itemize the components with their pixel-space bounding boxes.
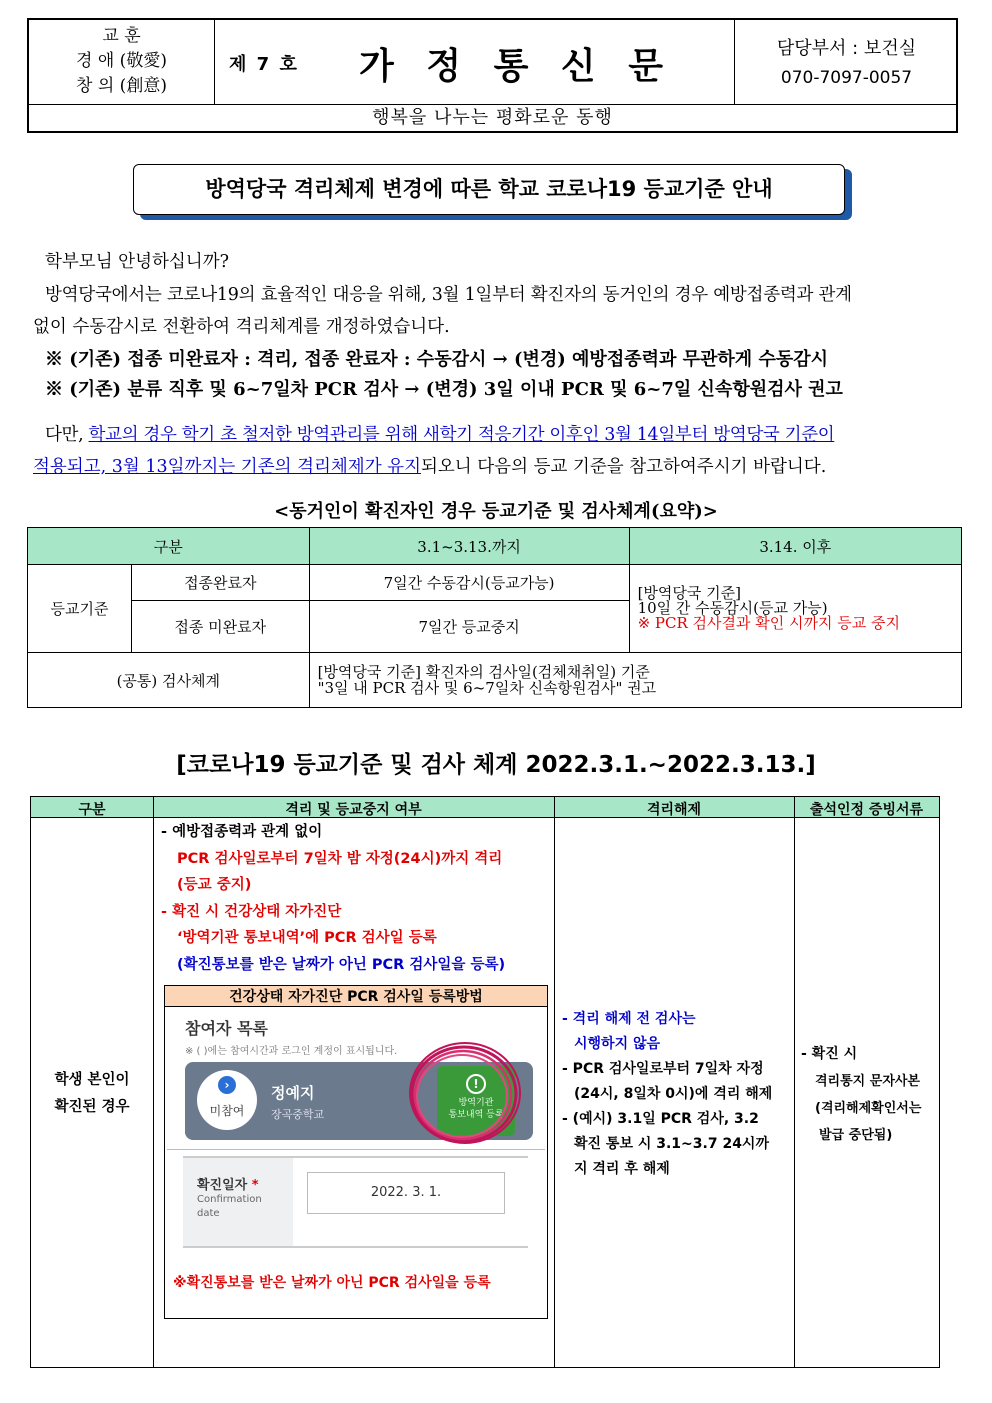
participant-note: ※ ( )에는 참여시간과 로그인 계정이 표시됩니다. <box>185 1046 398 1057</box>
t2-col2-line3: (등교 중지) <box>177 877 252 893</box>
intro-para2-highlight-a: 학교의 경우 학기 초 철저한 방역관리를 위해 새학기 적응기간 이후인 3월 14일부터 방역당국 기준이 <box>88 425 835 445</box>
t2-row-label-line2: 확진된 경우 <box>54 1099 130 1115</box>
t2-col3-line4: (24시, 8일차 0시)에 격리 해제 <box>574 1086 773 1102</box>
t2-divider-1 <box>153 797 154 1367</box>
app-screenshot-participants <box>167 1010 545 1150</box>
header-box <box>27 18 958 133</box>
t2-col2-line5: ‘방역기관 통보내역’에 PCR 검사일 등록 <box>177 930 437 946</box>
motto-cell <box>29 20 215 104</box>
notice-title-box <box>133 164 845 215</box>
t2-row-label-line1: 학생 본인이 <box>54 1072 130 1088</box>
main-table <box>30 796 940 1368</box>
report-button-line2: 통보내역 등록 <box>448 1110 504 1120</box>
summary-table <box>27 527 962 708</box>
chevron-right-icon: › <box>218 1076 236 1094</box>
alert-icon: ! <box>466 1074 486 1094</box>
t2-col3-line7: 지 격리 후 해제 <box>574 1161 670 1177</box>
report-button-line1: 방역기관 <box>458 1098 494 1108</box>
student-name: 정예지 <box>271 1084 315 1102</box>
t2-col4-line2: 격리통지 문자사본 <box>815 1074 920 1089</box>
motto-title: 교 훈 <box>102 26 141 46</box>
t2-col4-line4: 발급 중단됨) <box>819 1128 893 1143</box>
t2-header-documents: 출석인정 증빙서류 <box>809 802 924 818</box>
intro-bullet2: ※ (기존) 분류 직후 및 6~7일차 PCR 검사 → (변경) 3일 이내 PCR 및 6~7일 신속항원검사 권고 <box>45 379 843 400</box>
t2-header-category: 구분 <box>78 802 106 818</box>
intro-para2-line2 <box>33 453 826 478</box>
intro-bullet1: ※ (기존) 접종 미완료자 : 격리, 접종 완료자 : 수동감시 → (변경) 예방접종력과 무관하게 수동감시 <box>45 349 829 370</box>
t1-row3-label: (공통) 검사체계 <box>28 653 310 708</box>
confirm-label: 확진일자 * <box>197 1178 259 1193</box>
notice-title: 방역당국 격리체제 변경에 따른 학교 코로나19 등교기준 안내 <box>205 177 773 201</box>
t1-header-period1: 3.1~3.13.까지 <box>309 528 629 565</box>
intro-para2-line1 <box>45 421 834 446</box>
t1-row2-value: 7일간 등교중지 <box>309 601 629 653</box>
t1-row1-value: 7일간 수동감시(등교가능) <box>309 565 629 601</box>
t2-col4-line3: (격리해제확인서는 <box>815 1101 922 1116</box>
greeting: 학부모님 안녕하십니까? <box>45 252 229 272</box>
t2-col2-line4: - 확진 시 건강상태 자가진단 <box>161 903 342 920</box>
intro-para2-prefix: 다만, <box>45 425 89 445</box>
slogan: 행복을 나누는 평화로운 동행 <box>372 107 613 128</box>
motto-line2: 창 의 (創意) <box>76 76 167 96</box>
red-circle-annotation <box>405 1040 523 1148</box>
t2-col2-line6: (확진통보를 받은 날짜가 아닌 PCR 검사일을 등록) <box>177 956 506 973</box>
t2-header-isolation: 격리 및 등교중지 여부 <box>285 802 422 818</box>
t2-col2-line2: PCR 검사일로부터 7일차 밤 자정(24시)까지 격리 <box>177 850 503 867</box>
t2-col3-line6: 확진 통보 시 3.1~3.7 24시까 <box>574 1136 769 1152</box>
t2-col3-line2: 시행하지 않음 <box>574 1036 661 1052</box>
dept-cell <box>734 20 958 104</box>
t1-header-period2: 3.14. 이후 <box>629 528 961 565</box>
t1-after-line3: ※ PCR 검사결과 확인 시까지 등교 중지 <box>637 614 900 632</box>
inset-title: 건강상태 자가진단 PCR 검사일 등록방법 <box>229 989 483 1005</box>
t2-row-label <box>31 1067 153 1121</box>
t2-divider-2 <box>554 797 555 1367</box>
table1-caption: <동거인이 확진자인 경우 등교기준 및 검사체계(요약)> <box>274 501 718 522</box>
student-school: 장곡중학교 <box>271 1108 325 1121</box>
phone-number: 070-7097-0057 <box>780 68 913 88</box>
t2-col3-line5: - (예시) 3.1일 PCR 검사, 3.2 <box>562 1111 759 1127</box>
t2-col4-line1: - 확진 시 <box>801 1046 858 1062</box>
status-label: 미참여 <box>209 1104 245 1118</box>
intro-para2-highlight-b: 적용되고, 3월 13일까지는 기존의 격리체제가 유지 <box>33 457 421 477</box>
t2-col2-line1: - 예방접종력과 관계 없이 <box>161 824 323 840</box>
confirm-label-panel <box>183 1158 293 1246</box>
inset-title-bar <box>165 986 547 1007</box>
t1-row-group: 등교기준 <box>28 565 132 653</box>
t2-col2-text <box>161 819 551 978</box>
confirm-date-input[interactable] <box>307 1172 505 1214</box>
t2-col3-line1: - 격리 해제 전 검사는 <box>562 1011 696 1027</box>
t2-header-release: 격리해제 <box>646 802 702 818</box>
t1-after-line1: [방역당국 기준] <box>637 584 741 602</box>
t1-header-category: 구분 <box>28 528 310 565</box>
page-title: 가 정 통 신 문 <box>359 46 674 87</box>
intro-para1-b: 없이 수동감시로 전환하여 격리체계를 개정하였습니다. <box>33 317 450 337</box>
t2-col4-text <box>801 1041 937 1149</box>
t2-col3-line3: - PCR 검사일로부터 7일차 자정 <box>562 1061 764 1077</box>
inset-footnote: ※확진통보를 받은 날짜가 아닌 PCR 검사일을 등록 <box>173 1275 491 1291</box>
t1-row3-cell <box>309 653 961 708</box>
inset-box <box>164 985 548 1319</box>
t2-divider-3 <box>794 797 795 1367</box>
t1-after-cell <box>629 565 961 653</box>
motto-line1: 경 애 (敬愛) <box>76 51 167 71</box>
confirm-en1: Confirmation <box>197 1194 262 1205</box>
intro-para2-suffix: 되오니 다음의 등교 기준을 참고하여주시기 바랍니다. <box>420 457 827 477</box>
t1-row3-line1: [방역당국 기준] 확진자의 검사일(검체채취일) 기준 <box>317 663 650 681</box>
confirm-en2: date <box>197 1208 220 1219</box>
intro-para1-a: 방역당국에서는 코로나19의 효율적인 대응을 위해, 3월 1일부터 확진자의 동거인의 경우 예방접종력과 관계 <box>45 285 852 305</box>
section2-title: [코로나19 등교기준 및 검사 체계 2022.3.1.~2022.3.13.] <box>176 752 816 778</box>
slogan-cell <box>29 104 956 131</box>
t2-col3-text <box>562 1007 790 1182</box>
department: 담당부서 : 보건실 <box>776 38 917 59</box>
t1-row2-label: 접종 미완료자 <box>132 601 310 653</box>
participant-list-title: 참여자 목록 <box>185 1019 268 1038</box>
confirm-date-value: 2022. 3. 1. <box>370 1185 442 1200</box>
required-icon: * <box>247 1178 259 1193</box>
issue-number: 제 7 호 <box>229 54 299 75</box>
t1-row1-label: 접종완료자 <box>132 565 310 601</box>
t1-after-line2: 10일 간 수동감시(등교 가능) <box>637 599 828 617</box>
app-screenshot-confirm-date <box>183 1156 528 1248</box>
t1-row3-line2: "3일 내 PCR 검사 및 6~7일차 신속항원검사" 권고 <box>317 679 657 697</box>
